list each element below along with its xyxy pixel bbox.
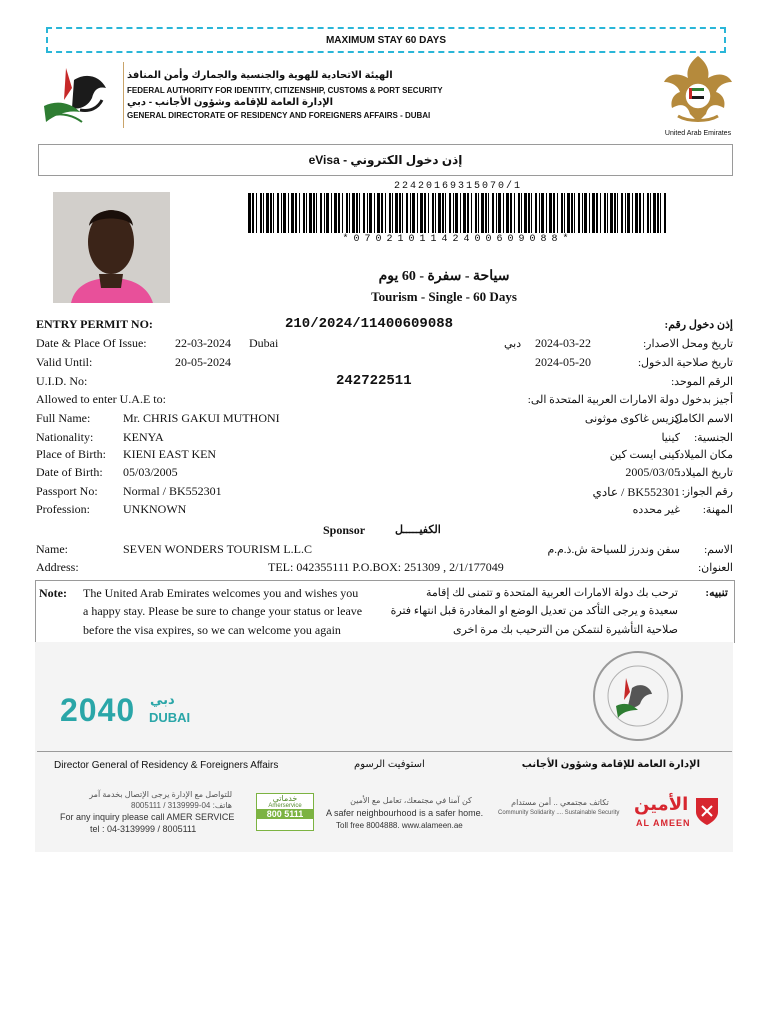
ameen-slogan-ar: كن آمنا في مجتمعك، تعامل مع الأمين	[350, 796, 472, 805]
directorate-footer-ar: الإدارة العامة للإقامة وشؤون الأجانب	[521, 759, 700, 770]
logo-dubai-en: DUBAI	[149, 710, 191, 725]
official-stamp-icon	[590, 648, 686, 744]
full-name: Mr. CHRIS GAKUI MUTHONI	[123, 411, 280, 425]
date-of-birth-label: Date of Birth:	[36, 465, 103, 479]
visa-type-ar: سياحة - سفرة - 60 يوم	[378, 269, 510, 284]
fees-paid-ar: استوفيت الرسوم	[354, 759, 425, 770]
footer-divider	[37, 751, 732, 752]
visa-type-en: Tourism - Single - 60 Days	[371, 289, 517, 304]
passport-number: Normal / BK552301	[123, 484, 222, 498]
date-of-birth-ar: 2005/03/05	[625, 465, 680, 479]
issue-label-ar: تاريخ ومحل الاصدار:	[643, 338, 733, 350]
evisa-title: eVisa - إذن دخول الكتروني	[38, 144, 733, 176]
valid-until-date-ar: 2024-05-20	[535, 355, 591, 369]
sponsor-name-label: Name:	[36, 542, 68, 556]
directorate-name-en: GENERAL DIRECTORATE OF RESIDENCY AND FOREIGNERS AFFAIRS - DUBAI	[127, 111, 431, 120]
note-line-2: a happy stay. Please be sure to change your status or leave	[83, 604, 363, 618]
note-ar-line-2: سعيدة و يرجى التأكد من تعديل الوضع او المغادرة قبل انتهاء فترة	[390, 605, 678, 617]
date-of-birth: 05/03/2005	[123, 465, 178, 479]
falcon-logo-icon	[36, 60, 122, 130]
profession-label: Profession:	[36, 502, 90, 516]
allowed-label-ar: أجيز بدخول دولة الامارات العربية المتحدة الى:	[527, 394, 733, 406]
note-label-ar: تنبيه:	[705, 587, 728, 599]
allowed-label: Allowed to enter U.A.E to:	[36, 392, 166, 406]
community-ar: تكاتف مجتمعي .. أمن مستدام	[511, 798, 609, 807]
sponsor-name: SEVEN WONDERS TOURISM L.L.C	[123, 542, 313, 556]
sponsor-name-ar: سفن وندرز للسياحة ش.ذ.م.م	[547, 544, 680, 556]
place-of-birth-ar: كينى ايست كين	[609, 449, 680, 461]
note-line-3: before the visa expires, so we can welcome you again	[83, 623, 341, 637]
note-line-1: The United Arab Emirates welcomes you and wishes you	[83, 586, 359, 600]
place-of-birth-label: Place of Birth:	[36, 447, 106, 461]
uid-label: U.I.D. No:	[36, 374, 88, 388]
authority-name-en: FEDERAL AUTHORITY FOR IDENTITY, CITIZENSHIP, CUSTOMS & PORT SECURITY	[127, 86, 443, 95]
profession: UNKNOWN	[123, 502, 187, 516]
uid-number: 242722511	[336, 373, 412, 389]
entry-permit-label: ENTRY PERMIT NO:	[36, 317, 153, 331]
logo-2040: 2040	[60, 692, 136, 728]
issue-label: Date & Place Of Issue:	[36, 336, 147, 350]
alameen-logo-ar: الأمين	[634, 794, 689, 814]
barcode-bottom-number: *0702101142400609088*	[342, 234, 574, 245]
alameen-logo-en: AL AMEEN	[636, 818, 691, 828]
alameen-shield-icon	[694, 796, 720, 826]
header-divider	[123, 62, 124, 128]
profession-label-ar: المهنة:	[702, 504, 733, 516]
issue-date: 22-03-2024	[175, 336, 231, 350]
entry-permit-number: 210/2024/11400609088	[285, 316, 454, 332]
amer-service-ar: خدماتي	[272, 794, 298, 803]
note-ar-line-1: ترحب بك دولة الامارات العربية المتحدة و تتمنى لك إقامة	[426, 587, 678, 599]
issue-place-ar: دبي	[504, 338, 522, 350]
sponsor-address-label: Address:	[36, 560, 79, 574]
passport-number-ar: BK552301 / عادي	[592, 485, 680, 499]
sponsor-title: Sponsor	[323, 523, 366, 537]
amer-service-logo	[256, 793, 314, 831]
passport-label: Passport No:	[36, 484, 98, 498]
sponsor-name-label-ar: الاسم:	[704, 544, 733, 556]
barcode-top-number: 22420169315070/1	[393, 181, 522, 192]
ameen-slogan-en: A safer neighbourhood is a safer home.	[326, 808, 484, 818]
issue-place: Dubai	[249, 336, 279, 350]
valid-until-label-ar: تاريخ صلاحية الدخول:	[637, 357, 733, 369]
inquiry-line-2: tel : 04-3139999 / 8005111	[90, 824, 197, 834]
director-general-title: Director General of Residency & Foreigners Affairs	[54, 760, 279, 771]
amer-service-en: Amerservice	[268, 803, 302, 809]
nationality-label-ar: الجنسية:	[694, 432, 733, 444]
date-of-birth-label-ar: تاريخ الميلاد:	[677, 467, 733, 479]
nationality-label: Nationality:	[36, 430, 94, 444]
inquiry-ar-line-2: هاتف: 04-3139999 / 8005111	[131, 801, 232, 810]
profession-ar: غير محدده	[632, 504, 680, 516]
uid-label-ar: الرقم الموحد:	[671, 376, 733, 388]
sponsor-title-ar: الكفيـــــل	[395, 524, 441, 536]
uae-emblem-icon	[660, 52, 736, 128]
sponsor-address-label-ar: العنوان:	[698, 562, 733, 574]
directorate-name-ar: الإدارة العامة للإقامة وشؤون الأجانب - دبي	[127, 97, 334, 108]
inquiry-line-1: For any inquiry please call AMER SERVICE	[60, 812, 235, 822]
barcode-image	[248, 193, 670, 233]
passport-label-ar: رقم الجواز:	[681, 486, 733, 498]
amer-service-number: 800 5111	[257, 809, 313, 819]
sponsor-address: TEL: 042355111 P.O.BOX: 251309 , 2/1/177049	[268, 560, 504, 574]
authority-name-ar: الهيئة الاتحادية للهوية والجنسية والجمارك وأمن المنافذ	[127, 70, 393, 81]
place-of-birth: KIENI EAST KEN	[123, 447, 217, 461]
full-name-ar: كريس غاكوى موثونى	[584, 413, 680, 425]
logo-dubai-ar: دبي	[150, 692, 175, 707]
ameen-tollfree: Toll free 8004888. www.alameen.ae	[336, 821, 463, 830]
valid-until-date: 20-05-2024	[175, 355, 231, 369]
issue-date-ar: 2024-03-22	[535, 336, 591, 350]
place-of-birth-label-ar: مكان الميلاد:	[676, 449, 733, 461]
applicant-photo	[53, 192, 170, 303]
max-stay-banner: MAXIMUM STAY 60 DAYS	[46, 27, 726, 53]
nationality: KENYA	[123, 430, 164, 444]
full-name-label-ar: الاسم الكامل:	[671, 413, 733, 425]
entry-permit-label-ar: إذن دخول رقم:	[664, 319, 733, 331]
full-name-label: Full Name:	[36, 411, 91, 425]
community-en: Community Solidarity .... Sustainable Security	[498, 810, 620, 816]
note-ar-line-3: صلاحية التأشيرة لنتمكن من الترحيب بك مرة اخرى	[453, 624, 678, 636]
valid-until-label: Valid Until:	[36, 355, 93, 369]
note-label: Note:	[39, 586, 67, 600]
inquiry-ar-line-1: للتواصل مع الإدارة يرجى الإتصال بخدمة آمر	[89, 790, 232, 799]
nationality-ar: كينيا	[661, 432, 680, 444]
emblem-caption: United Arab Emirates	[664, 130, 732, 137]
